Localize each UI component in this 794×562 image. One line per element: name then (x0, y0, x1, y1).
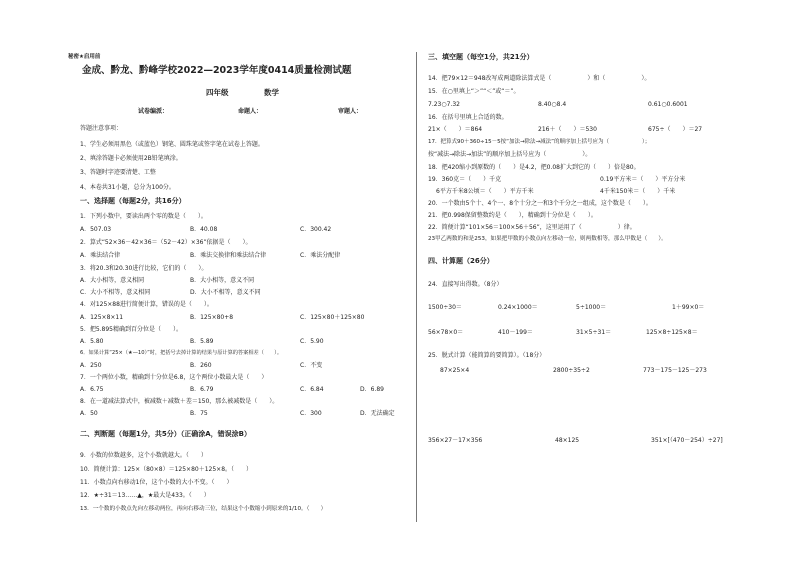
notice-item: 3、答题时字迹要清楚、工整 (80, 169, 156, 176)
question-4: 4．对125×88进行简便计算，错误的是（ ）。 (80, 301, 213, 308)
question-15: 15．在○里填上“＞”“＜”或“＝”。 (428, 88, 520, 95)
oral-item: 5÷1000＝ (576, 304, 607, 311)
role-editor: 试卷编派： (138, 108, 169, 115)
exam-title: 金成、黔龙、黔峰学校2022—2023学年度0414质量检测试题 (82, 65, 352, 76)
question-6: 6．如果计算“25×（★—10）”时，把括号去掉计算的结果与原计算的答案相差（ ）。 (80, 350, 283, 356)
option: C．300.42 (300, 226, 332, 233)
option: C．乘法分配律 (300, 252, 341, 259)
option: A．6.75 (80, 386, 104, 393)
compare-item: 8.40○8.4 (538, 101, 567, 108)
question-18: 18．把420缩小到原数的（ ）是4.2，把0.08扩大到它的（ ）倍是80。 (428, 164, 640, 171)
option: B．125×80+8 (190, 314, 234, 321)
option: D．6.89 (360, 386, 384, 393)
question-14: 14．把79×12＝948改写成两道除法算式是（ ）和（ ）。 (428, 75, 651, 82)
unit-item: 0.19平方米＝（ ）平方分米 (600, 176, 686, 183)
column-divider (416, 52, 417, 522)
question-5: 5．把5.895精确到百分位是（ ）。 (80, 326, 182, 333)
fill-item: 675÷（ ）＝27 (648, 126, 703, 133)
notice-item: 2、填涂答题卡必须使用2B铅笔填涂。 (80, 155, 182, 162)
calc-item: 356×27－17×356 (428, 437, 483, 444)
option: A．125×8×11 (80, 314, 124, 321)
question-9: 9．小数的位数越多，这个小数就越大。（ ） (80, 452, 207, 459)
option: B．6.79 (190, 386, 214, 393)
calc-item: 2800÷35÷2 (553, 367, 590, 374)
question-20: 20．一个数由5个十、4个一、8个十分之一和3个千分之一组成，这个数是（ ）。 (428, 200, 652, 207)
grade-label: 四年级 (206, 88, 229, 97)
section-judge: 二、判断题（每题1分，共5分）（正确涂A，错误涂B） (80, 430, 251, 438)
unit-item: 6平方千米8公顷＝（ ）平方千米 (436, 188, 534, 195)
question-3: 3．将20.3和20.30进行比较，它们的（ ）。 (80, 265, 208, 272)
question-8: 8．在一道减法算式中，被减数＋减数＋差＝150，那么被减数是（ ）。 (80, 398, 279, 405)
compare-item: 0.61○0.6001 (648, 101, 688, 108)
option: A．大小相等，意义相同 (80, 277, 145, 284)
right-column (428, 0, 758, 562)
oral-item: 125×8÷125×8＝ (646, 329, 698, 336)
notice-title: 答题注意事项： (80, 125, 123, 132)
option: B．260 (190, 362, 212, 369)
notice-item: 1、学生必须用黑色（或蓝色）钢笔、圆珠笔或签字笔在试卷上答题。 (80, 141, 264, 148)
option: C．5.90 (300, 338, 324, 345)
option: A．5.80 (80, 338, 104, 345)
question-1: 1．下列小数中，要读出两个零的数是（ ）。 (80, 213, 207, 220)
option: C．300 (300, 410, 322, 417)
question-24: 24．直接写出得数。（8分） (428, 281, 503, 288)
fill-item: 216＋（ ）＝530 (538, 126, 597, 133)
section-fill: 三、填空题（每空1分，共21分） (428, 53, 534, 61)
oral-item: 1500÷30＝ (428, 304, 462, 311)
oral-item: 0.24×1000＝ (498, 304, 538, 311)
question-22: 22．简便计算“101×56＝100×56＋56”，这里运用了（ ）律。 (428, 224, 636, 231)
option: B．大小相等，意义不同 (190, 277, 255, 284)
role-reviewer: 审题人： (338, 108, 363, 115)
oral-item: 31×5÷31＝ (576, 329, 612, 336)
oral-item: 1＋99×0＝ (672, 304, 705, 311)
option: A．250 (80, 362, 102, 369)
fill-item: 21×（ ）＝864 (428, 126, 483, 133)
option: A．50 (80, 410, 98, 417)
question-12: 12．★÷31＝13……▲，★最大是433。（ ） (80, 492, 210, 499)
compare-item: 7.23○7.32 (428, 101, 460, 108)
question-7: 7．一个两位小数，精确到十分位是6.8，这个两位小数最大是（ ） (80, 374, 268, 381)
question-13: 13．一个数的小数点先向左移动两位，再向右移动三位，结果这个小数缩小到原来的1/10。（ ） (80, 506, 327, 512)
oral-item: 56×78×0＝ (428, 329, 464, 336)
option: C．125×80＋125×80 (300, 314, 365, 321)
question-17-cont: 按“减法→除法→加法”的顺序加上括号应为（ ）。 (428, 151, 592, 158)
question-16: 16．在括号里填上合适的数。 (428, 114, 508, 121)
option: B．75 (190, 410, 208, 417)
section-choice: 一、选择题（每题2分，共16分） (80, 197, 186, 205)
option: B．5.89 (190, 338, 214, 345)
option: C．不变 (300, 362, 323, 369)
unit-item: 4千米150米＝（ ）千米 (600, 188, 676, 195)
notice-item: 4、本卷共31小题，总分为100分。 (80, 184, 175, 191)
calc-item: 351×[（470－254）÷27] (651, 437, 723, 444)
left-column (68, 0, 410, 562)
option: B．乘法交换律和乘法结合律 (190, 252, 267, 259)
calc-item: 87×25×4 (440, 367, 470, 374)
oral-item: 410－199＝ (498, 329, 533, 336)
calc-item: 773－175－125－273 (643, 367, 707, 374)
option: B．40.08 (190, 226, 218, 233)
role-author: 命题人： (238, 108, 263, 115)
question-10: 10．简便计算：125×（80×8）＝125×80＋125×8。（ ） (80, 466, 253, 473)
question-21: 21．把0.998保留整数约是（ ），精确到十分位是（ ）。 (428, 212, 597, 219)
option: C．6.84 (300, 386, 324, 393)
question-11: 11．小数点向右移动1位，这个小数的大小不变。（ ） (80, 479, 233, 486)
question-25: 25．脱式计算（能简算的要简算）。（18分） (428, 352, 546, 359)
option: A．乘法结合律 (80, 252, 121, 259)
question-23: 23甲乙两数的和是253，如果把甲数的小数点向左移动一位，则两数相等，那么甲数是（ ）。 (428, 236, 667, 242)
section-calc: 四、计算题（26分） (428, 257, 494, 265)
question-2: 2．算式“52×36－42×36＝（52－42）×36”依据是（ ）。 (80, 239, 252, 246)
option: C．大小不相等，意义相同 (80, 289, 151, 296)
secret-mark: 秘密★启用前 (68, 54, 101, 60)
question-19: 19．360克＝（ ）千克 (428, 176, 502, 183)
option: D．无法确定 (360, 410, 395, 417)
option: D．大小不相等，意义不同 (190, 289, 261, 296)
subject-label: 数学 (264, 88, 279, 97)
option: A．507.03 (80, 226, 112, 233)
calc-item: 48×125 (555, 437, 580, 444)
question-17: 17．把算式90＋360÷15－5按“加法→除法→减法”的顺序加上括号应为（ ）； (428, 139, 651, 145)
